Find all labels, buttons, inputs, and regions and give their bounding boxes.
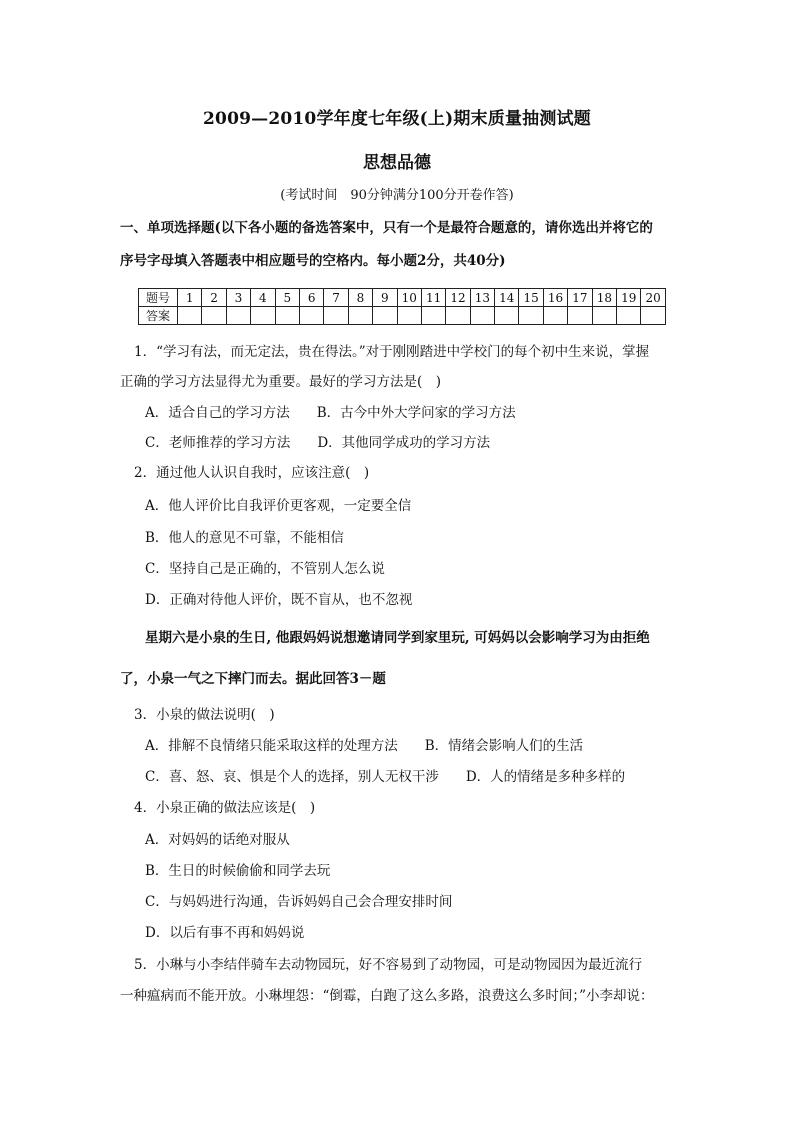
answer-cell[interactable]	[421, 307, 445, 325]
exam-info: (考试时间 90分钟满分100分开卷作答)	[280, 188, 514, 203]
answer-cell[interactable]	[397, 307, 421, 325]
q4-stem: 4．小泉正确的做法应该是( )	[134, 800, 316, 816]
answer-cell[interactable]	[299, 307, 323, 325]
q5-stem-line2: 一种瘟病而不能开放。小琳埋怨：“倒霉，白跑了这么多路，浪费这么多时间；”小李却说：	[120, 988, 654, 1004]
answer-cell[interactable]	[348, 307, 372, 325]
question-number-cell: 2	[202, 289, 226, 307]
answer-cell[interactable]	[251, 307, 275, 325]
q4-option-c: C．与妈妈进行沟通，告诉妈妈自己会合理安排时间	[145, 894, 453, 910]
answer-table	[138, 288, 666, 325]
q4-option-a: A．对妈妈的话绝对服从	[145, 832, 290, 848]
question-number-cell: 3	[226, 289, 250, 307]
question-number-cell: 19	[617, 289, 641, 307]
subject-title: 思想品德	[363, 153, 431, 173]
answer-cell[interactable]	[470, 307, 494, 325]
q1-stem-line2: 正确的学习方法显得尤为重要。最好的学习方法是( )	[120, 374, 442, 390]
question-number-cell: 20	[641, 289, 665, 307]
question-number-cell: 18	[592, 289, 616, 307]
question-number-cell: 15	[519, 289, 543, 307]
q3-options-cd: C．喜、怒、哀、惧是个人的选择，别人无权干涉 D．人的情绪是多种多样的	[145, 769, 626, 785]
q2-stem: 2．通过他人认识自我时，应该注意( )	[134, 465, 370, 481]
q4-option-d: D．以后有事不再和妈妈说	[145, 925, 305, 941]
answer-cell[interactable]	[446, 307, 470, 325]
answer-cell[interactable]	[202, 307, 226, 325]
q2-option-a: A．他人评价比自我评价更客观，一定要全信	[145, 498, 412, 514]
section-instruction-line1: 一、单项选择题(以下各小题的备选答案中，只有一个是最符合题意的，请你选出并将它的	[120, 220, 653, 236]
answer-table-answer-row	[139, 307, 666, 325]
q1-options-ab: A．适合自己的学习方法 B．古今中外大学问家的学习方法	[145, 405, 516, 421]
question-number-cell: 12	[446, 289, 470, 307]
question-number-cell: 6	[299, 289, 323, 307]
answer-cell[interactable]	[519, 307, 543, 325]
question-number-cell: 11	[421, 289, 445, 307]
q1-options-cd: C．老师推荐的学习方法 D．其他同学成功的学习方法	[145, 435, 491, 451]
table-header-number: 题号	[139, 289, 178, 307]
question-number-cell: 9	[373, 289, 397, 307]
passage-line1: 星期六是小泉的生日, 他跟妈妈说想邀请同学到家里玩, 可妈妈以会影响学习为由拒绝	[145, 630, 650, 646]
question-number-cell: 5	[275, 289, 299, 307]
answer-cell[interactable]	[373, 307, 397, 325]
passage-line2: 了，小泉一气之下摔门而去。据此回答3－题	[120, 671, 386, 687]
question-number-cell: 17	[568, 289, 592, 307]
q2-option-d: D．正确对待他人评价，既不盲从，也不忽视	[145, 592, 413, 608]
answer-table-number-row	[139, 289, 666, 307]
answer-cell[interactable]	[617, 307, 641, 325]
q2-option-b: B．他人的意见不可靠，不能相信	[145, 530, 344, 546]
answer-cell[interactable]	[592, 307, 616, 325]
exam-title: 2009—2010学年度七年级(上)期末质量抽测试题	[203, 109, 591, 129]
table-header-answer: 答案	[139, 307, 178, 325]
question-number-cell: 8	[348, 289, 372, 307]
q5-stem-line1: 5．小琳与小李结伴骑车去动物园玩，好不容易到了动物园，可是动物园因为最近流行	[134, 957, 643, 973]
q4-option-b: B．生日的时候偷偷和同学去玩	[145, 863, 331, 879]
answer-cell[interactable]	[226, 307, 250, 325]
question-number-cell: 16	[543, 289, 567, 307]
q3-stem: 3．小泉的做法说明( )	[134, 707, 275, 723]
answer-cell[interactable]	[568, 307, 592, 325]
question-number-cell: 7	[324, 289, 348, 307]
question-number-cell: 13	[470, 289, 494, 307]
answer-cell[interactable]	[178, 307, 202, 325]
answer-cell[interactable]	[543, 307, 567, 325]
section-instruction-line2: 序号字母填入答题表中相应题号的空格内。每小题2分，共40分)	[120, 253, 506, 269]
question-number-cell: 1	[178, 289, 202, 307]
question-number-cell: 10	[397, 289, 421, 307]
answer-cell[interactable]	[641, 307, 665, 325]
answer-cell[interactable]	[495, 307, 519, 325]
question-number-cell: 4	[251, 289, 275, 307]
answer-cell[interactable]	[275, 307, 299, 325]
question-number-cell: 14	[495, 289, 519, 307]
q1-stem-line1: 1．“学习有法，而无定法，贵在得法。”对于刚刚踏进中学校门的每个初中生来说，掌握	[134, 344, 650, 360]
q2-option-c: C．坚持自己是正确的，不管别人怎么说	[145, 561, 385, 577]
answer-cell[interactable]	[324, 307, 348, 325]
q3-options-ab: A．排解不良情绪只能采取这样的处理方法 B．情绪会影响人们的生活	[145, 738, 584, 754]
